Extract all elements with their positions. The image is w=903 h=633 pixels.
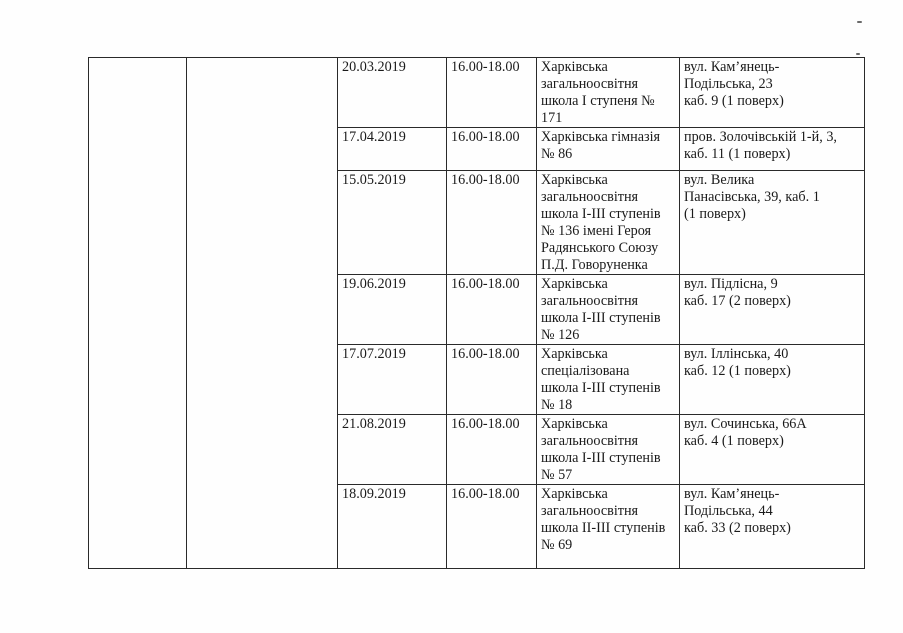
- scan-speck: [857, 21, 862, 23]
- institution-cell: [537, 275, 680, 345]
- institution-line: № 126: [541, 327, 580, 343]
- time-text: 16.00-18.00: [451, 486, 520, 502]
- date-cell: [338, 485, 447, 569]
- institution-line: загальноосвітня: [541, 293, 639, 309]
- institution-cell: [537, 415, 680, 485]
- institution-line: Харківська гімназія: [541, 129, 661, 145]
- time-text: 16.00-18.00: [451, 346, 520, 362]
- institution-cell: [537, 128, 680, 171]
- time-cell: [447, 275, 537, 345]
- institution-line: № 57: [541, 467, 573, 483]
- institution-line: П.Д. Говоруненка: [541, 257, 648, 273]
- time-cell: [447, 128, 537, 171]
- date-text: 20.03.2019: [342, 59, 406, 75]
- institution-line: Харківська: [541, 346, 608, 362]
- address-line: (1 поверх): [684, 206, 746, 222]
- institution-line: Харківська: [541, 416, 608, 432]
- time-cell: [447, 58, 537, 128]
- address-line: вул. Іллінська, 40: [684, 346, 789, 362]
- address-line: каб. 17 (2 поверх): [684, 293, 791, 309]
- date-text: 17.04.2019: [342, 129, 406, 145]
- address-cell: [680, 485, 865, 569]
- empty-cell-col-2: [187, 58, 338, 569]
- institution-line: загальноосвітня: [541, 433, 639, 449]
- time-cell: [447, 171, 537, 275]
- institution-line: Харківська: [541, 172, 608, 188]
- date-text: 19.06.2019: [342, 276, 406, 292]
- institution-cell: [537, 485, 680, 569]
- address-line: пров. Золочівській 1-й, 3,: [684, 129, 837, 145]
- date-cell: [338, 58, 447, 128]
- address-line: каб. 9 (1 поверх): [684, 93, 784, 109]
- address-line: Подільська, 44: [684, 503, 773, 519]
- address-cell: [680, 171, 865, 275]
- institution-line: Харківська: [541, 276, 608, 292]
- institution-line: школа II-III ступенів: [541, 520, 666, 536]
- date-cell: [338, 128, 447, 171]
- schedule-table: [88, 57, 865, 569]
- institution-line: Харківська: [541, 59, 608, 75]
- date-text: 21.08.2019: [342, 416, 406, 432]
- institution-line: № 86: [541, 146, 573, 162]
- address-line: каб. 12 (1 поверх): [684, 363, 791, 379]
- time-text: 16.00-18.00: [451, 276, 520, 292]
- institution-line: 171: [541, 110, 563, 126]
- institution-cell: [537, 171, 680, 275]
- institution-cell: [537, 345, 680, 415]
- address-cell: [680, 415, 865, 485]
- address-line: вул. Кам’янець-: [684, 486, 780, 502]
- institution-line: школа I ступеня №: [541, 93, 655, 109]
- table-row: [89, 58, 865, 128]
- address-line: Панасівська, 39, каб. 1: [684, 189, 820, 205]
- institution-line: № 136 імені Героя: [541, 223, 652, 239]
- address-cell: [680, 275, 865, 345]
- time-text: 16.00-18.00: [451, 59, 520, 75]
- time-cell: [447, 345, 537, 415]
- time-cell: [447, 485, 537, 569]
- address-line: каб. 4 (1 поверх): [684, 433, 784, 449]
- institution-line: загальноосвітня: [541, 76, 639, 92]
- institution-line: № 69: [541, 537, 573, 553]
- institution-line: школа I-III ступенів: [541, 206, 661, 222]
- institution-line: № 18: [541, 397, 573, 413]
- address-line: каб. 33 (2 поверх): [684, 520, 791, 536]
- date-cell: [338, 415, 447, 485]
- date-text: 18.09.2019: [342, 486, 406, 502]
- date-cell: [338, 171, 447, 275]
- address-cell: [680, 58, 865, 128]
- address-line: Подільська, 23: [684, 76, 773, 92]
- time-text: 16.00-18.00: [451, 172, 520, 188]
- address-cell: [680, 345, 865, 415]
- institution-line: Радянського Союзу: [541, 240, 659, 256]
- institution-line: школа I-III ступенів: [541, 450, 661, 466]
- date-cell: [338, 275, 447, 345]
- address-line: вул. Сочинська, 66А: [684, 416, 807, 432]
- institution-line: загальноосвітня: [541, 503, 639, 519]
- time-text: 16.00-18.00: [451, 416, 520, 432]
- scan-speck: [856, 53, 860, 55]
- date-text: 15.05.2019: [342, 172, 406, 188]
- time-cell: [447, 415, 537, 485]
- institution-cell: [537, 58, 680, 128]
- date-text: 17.07.2019: [342, 346, 406, 362]
- empty-cell-col-1: [89, 58, 187, 569]
- institution-line: спеціалізована: [541, 363, 630, 379]
- address-line: каб. 11 (1 поверх): [684, 146, 791, 162]
- institution-line: загальноосвітня: [541, 189, 639, 205]
- time-text: 16.00-18.00: [451, 129, 520, 145]
- address-cell: [680, 128, 865, 171]
- institution-line: Харківська: [541, 486, 608, 502]
- institution-line: школа I-III ступенів: [541, 380, 661, 396]
- address-line: вул. Велика: [684, 172, 755, 188]
- institution-line: школа I-III ступенів: [541, 310, 661, 326]
- address-line: вул. Підлісна, 9: [684, 276, 778, 292]
- address-line: вул. Кам’янець-: [684, 59, 780, 75]
- date-cell: [338, 345, 447, 415]
